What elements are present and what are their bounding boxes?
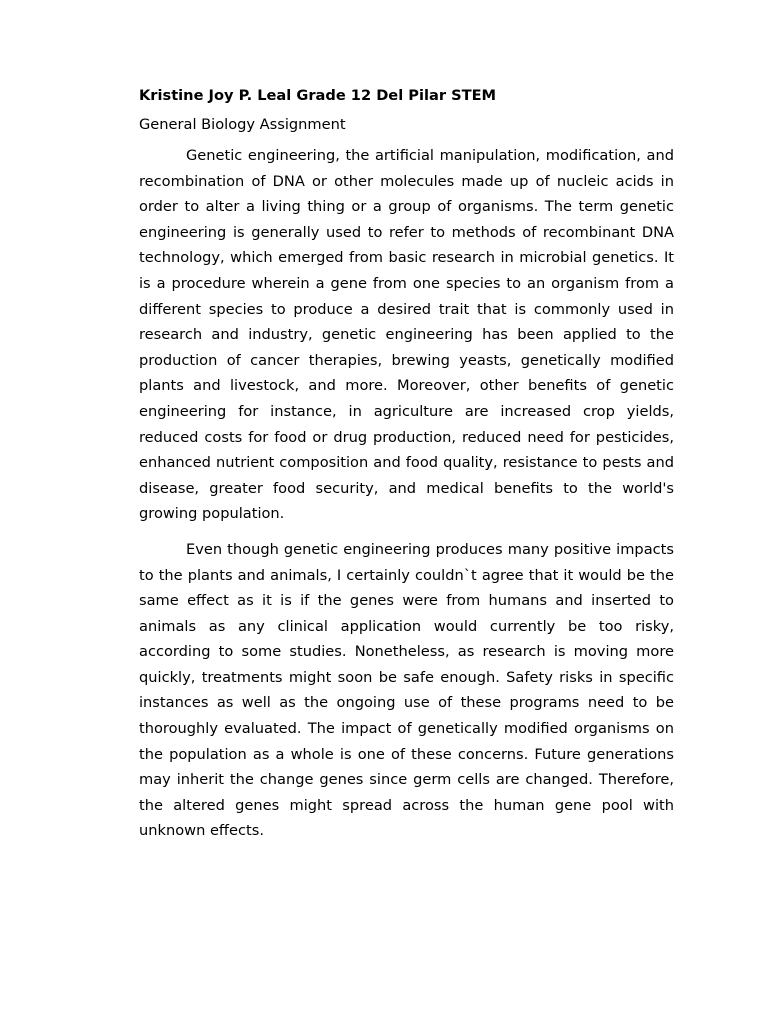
body-paragraph-1: Genetic engineering, the artificial manipulation, modification, and recombination of DNA or other molecules made up of nucleic acids in order to alter a living thing or a group of organisms. The term genetic engineering is generally used to refer to methods of recombinant DNA technology, which emerged from basic research in microbial genetics. It is a procedure wherein a gene from one species to an organism from a different species to produce a desired trait that is commonly used in research and industry, genetic engineering has been applied to the production of cancer therapies, brewing yeasts, genetically modified plants and livestock, and more. Moreover, other benefits of genetic engineering for instance, in agriculture are increased crop yields, reduced costs for food or drug production, reduced need for pesticides, enhanced nutrient composition and food quality, resistance to pests and disease, greater food security, and medical benefits to the world's growing population. [139, 147, 674, 523]
author-line: Kristine Joy P. Leal Grade 12 Del Pilar STEM [139, 87, 497, 104]
document-subtitle: General Biology Assignment [139, 116, 346, 133]
body-paragraph-2: Even though genetic engineering produces many positive impacts to the plants and animals, I certainly couldn`t agree that it would be the same effect as it is if the genes were from humans and inserted to animals as any clinical application would currently be too risky, according to some studies. Nonetheless, as research is moving more quickly, treatments might soon be safe enough. Safety risks in specific instances as well as the ongoing use of these programs need to be thoroughly evaluated. The impact of genetically modified organisms on the population as a whole is one of these concerns. Future generations may inherit the change genes since germ cells are changed. Therefore, the altered genes might spread across the human gene pool with unknown effects. [139, 540, 674, 840]
document-page [139, 86, 674, 854]
